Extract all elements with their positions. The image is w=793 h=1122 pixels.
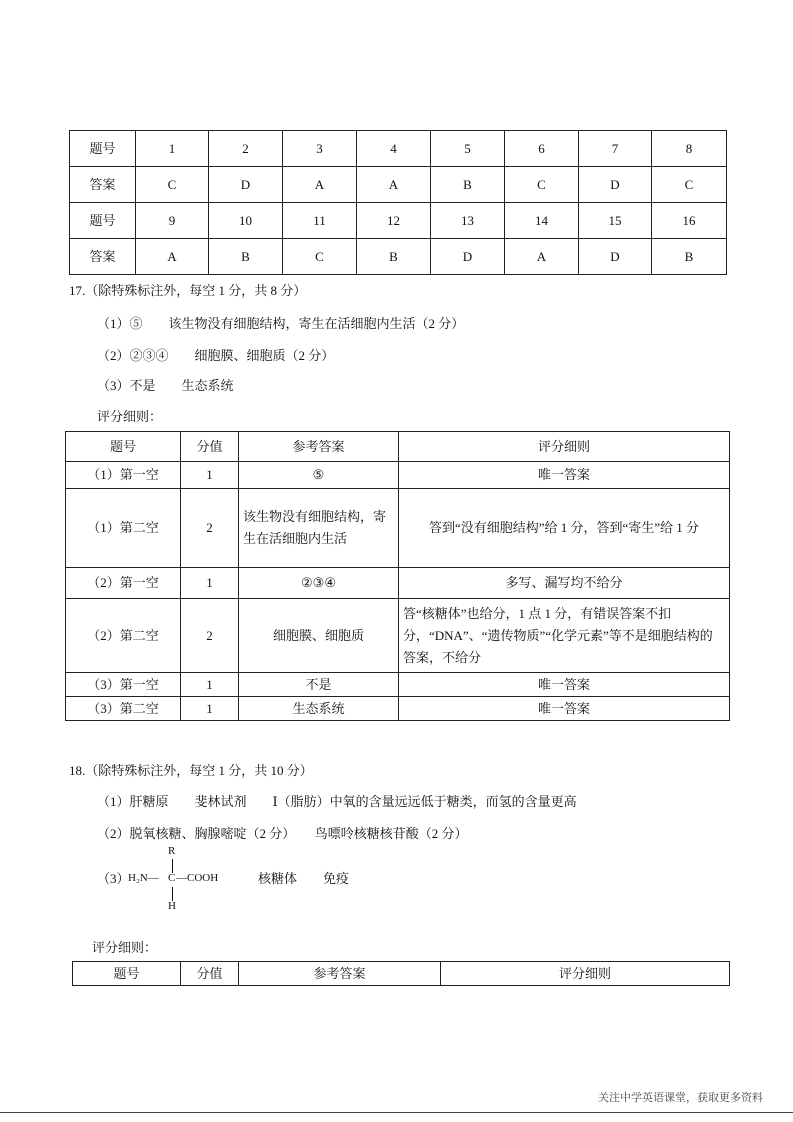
table-cell: 10: [209, 203, 283, 239]
table-cell: 评分细则: [441, 962, 730, 986]
table-cell: 细胞膜、细胞质: [239, 599, 399, 673]
table-cell: （1）第一空: [66, 462, 181, 489]
table-cell: B: [357, 239, 431, 275]
amino-acid-formula: [128, 845, 238, 915]
q17-answer-1: （1）⑤ 该生物没有细胞结构，寄生在活细胞内生活（2 分）: [97, 316, 465, 331]
table-cell: 1: [181, 697, 239, 721]
answer-table: [69, 130, 727, 275]
table-cell: C: [652, 167, 727, 203]
table-row: [66, 432, 730, 462]
table-cell: 3: [283, 131, 357, 167]
q17-rubric-label: 评分细则：: [97, 409, 163, 424]
table-cell: 题号: [70, 131, 136, 167]
table-row: [66, 599, 730, 673]
table-cell: 7: [579, 131, 652, 167]
table-cell: C: [136, 167, 209, 203]
table-row: [66, 697, 730, 721]
table-cell: A: [136, 239, 209, 275]
table-cell: 答“核糖体”也给分，1 点 1 分，有错误答案不扣分，“DNA”、“遗传物质”“化学元素”等不是细胞结构的答案，不给分: [399, 599, 730, 673]
q17-heading: 17.（除特殊标注外，每空 1 分，共 8 分）: [69, 283, 307, 298]
table-cell: 参考答案: [239, 432, 399, 462]
table-cell: 题号: [73, 962, 181, 986]
table-cell: （3）第一空: [66, 673, 181, 697]
formula-c: C: [168, 872, 176, 884]
table-cell: 参考答案: [239, 962, 441, 986]
table-cell: 1: [181, 673, 239, 697]
table-cell: 6: [505, 131, 579, 167]
table-cell: 多写、漏写均不给分: [399, 568, 730, 599]
table-cell: 13: [431, 203, 505, 239]
table-cell: （2）第二空: [66, 599, 181, 673]
table-cell: ⑤: [239, 462, 399, 489]
table-cell: 15: [579, 203, 652, 239]
table-cell: 唯一答案: [399, 462, 730, 489]
table-cell: A: [357, 167, 431, 203]
q18-rubric-table: [72, 961, 730, 986]
table-cell: 分值: [181, 962, 239, 986]
table-cell: A: [283, 167, 357, 203]
table-row: [70, 167, 727, 203]
table-cell: 14: [505, 203, 579, 239]
q17-rubric-table: [65, 431, 730, 721]
table-cell: B: [209, 239, 283, 275]
formula-amine: H₂N—: [128, 872, 159, 884]
q18-rubric-label: 评分细则：: [92, 940, 158, 955]
table-row: [66, 568, 730, 599]
table-cell: B: [652, 239, 727, 275]
table-cell: 5: [431, 131, 505, 167]
table-cell: 12: [357, 203, 431, 239]
table-row: [70, 203, 727, 239]
table-cell: 2: [181, 489, 239, 568]
table-cell: 1: [136, 131, 209, 167]
q17-answer-3: （3）不是 生态系统: [97, 378, 234, 393]
table-cell: 2: [181, 599, 239, 673]
bond-bottom: [172, 887, 173, 901]
table-cell: 唯一答案: [399, 697, 730, 721]
table-cell: C: [505, 167, 579, 203]
table-row: [66, 462, 730, 489]
table-cell: 评分细则: [399, 432, 730, 462]
table-cell: 9: [136, 203, 209, 239]
table-cell: 8: [652, 131, 727, 167]
q18-answer-3-prefix: （3）: [97, 871, 130, 886]
table-cell: 答到“没有细胞结构”给 1 分，答到“寄生”给 1 分: [399, 489, 730, 568]
table-cell: 2: [209, 131, 283, 167]
footer-note: 关注中学英语课堂，获取更多资料: [598, 1092, 763, 1104]
table-cell: 11: [283, 203, 357, 239]
footer-divider: [0, 1112, 793, 1113]
table-cell: 1: [181, 568, 239, 599]
table-cell: 16: [652, 203, 727, 239]
formula-r: R: [168, 845, 176, 857]
table-cell: 4: [357, 131, 431, 167]
table-cell: D: [579, 167, 652, 203]
table-row: [70, 131, 727, 167]
table-cell: 题号: [66, 432, 181, 462]
table-cell: （1）第二空: [66, 489, 181, 568]
table-cell: A: [505, 239, 579, 275]
table-cell: ②③④: [239, 568, 399, 599]
q18-answer-3-rest: 核糖体 免疫: [258, 871, 350, 886]
table-cell: 答案: [70, 167, 136, 203]
table-cell: 分值: [181, 432, 239, 462]
table-cell: D: [431, 239, 505, 275]
table-row: [66, 673, 730, 697]
formula-h: H: [168, 900, 176, 912]
table-cell: D: [209, 167, 283, 203]
table-cell: C: [283, 239, 357, 275]
table-cell: 1: [181, 462, 239, 489]
table-cell: 答案: [70, 239, 136, 275]
bond-top: [172, 859, 173, 873]
table-cell: D: [579, 239, 652, 275]
table-cell: 生态系统: [239, 697, 399, 721]
formula-carboxyl: —COOH: [176, 872, 219, 884]
table-cell: 唯一答案: [399, 673, 730, 697]
table-row: [66, 489, 730, 568]
table-header-row: [73, 962, 730, 986]
q18-answer-2: （2）脱氧核糖、胸腺嘧啶（2 分） 鸟嘌呤核糖核苷酸（2 分）: [97, 826, 468, 841]
table-cell: 题号: [70, 203, 136, 239]
table-cell: 不是: [239, 673, 399, 697]
q18-answer-1: （1）肝糖原 斐林试剂 Ⅰ（脂肪）中氧的含量远远低于糖类，而氢的含量更高: [97, 794, 577, 809]
q17-answer-2: （2）②③④ 细胞膜、细胞质（2 分）: [97, 348, 335, 363]
table-cell: （2）第一空: [66, 568, 181, 599]
table-cell: 该生物没有细胞结构，寄生在活细胞内生活: [239, 489, 399, 568]
table-row: [70, 239, 727, 275]
table-cell: B: [431, 167, 505, 203]
table-cell: （3）第二空: [66, 697, 181, 721]
q18-heading: 18.（除特殊标注外，每空 1 分，共 10 分）: [69, 763, 313, 778]
